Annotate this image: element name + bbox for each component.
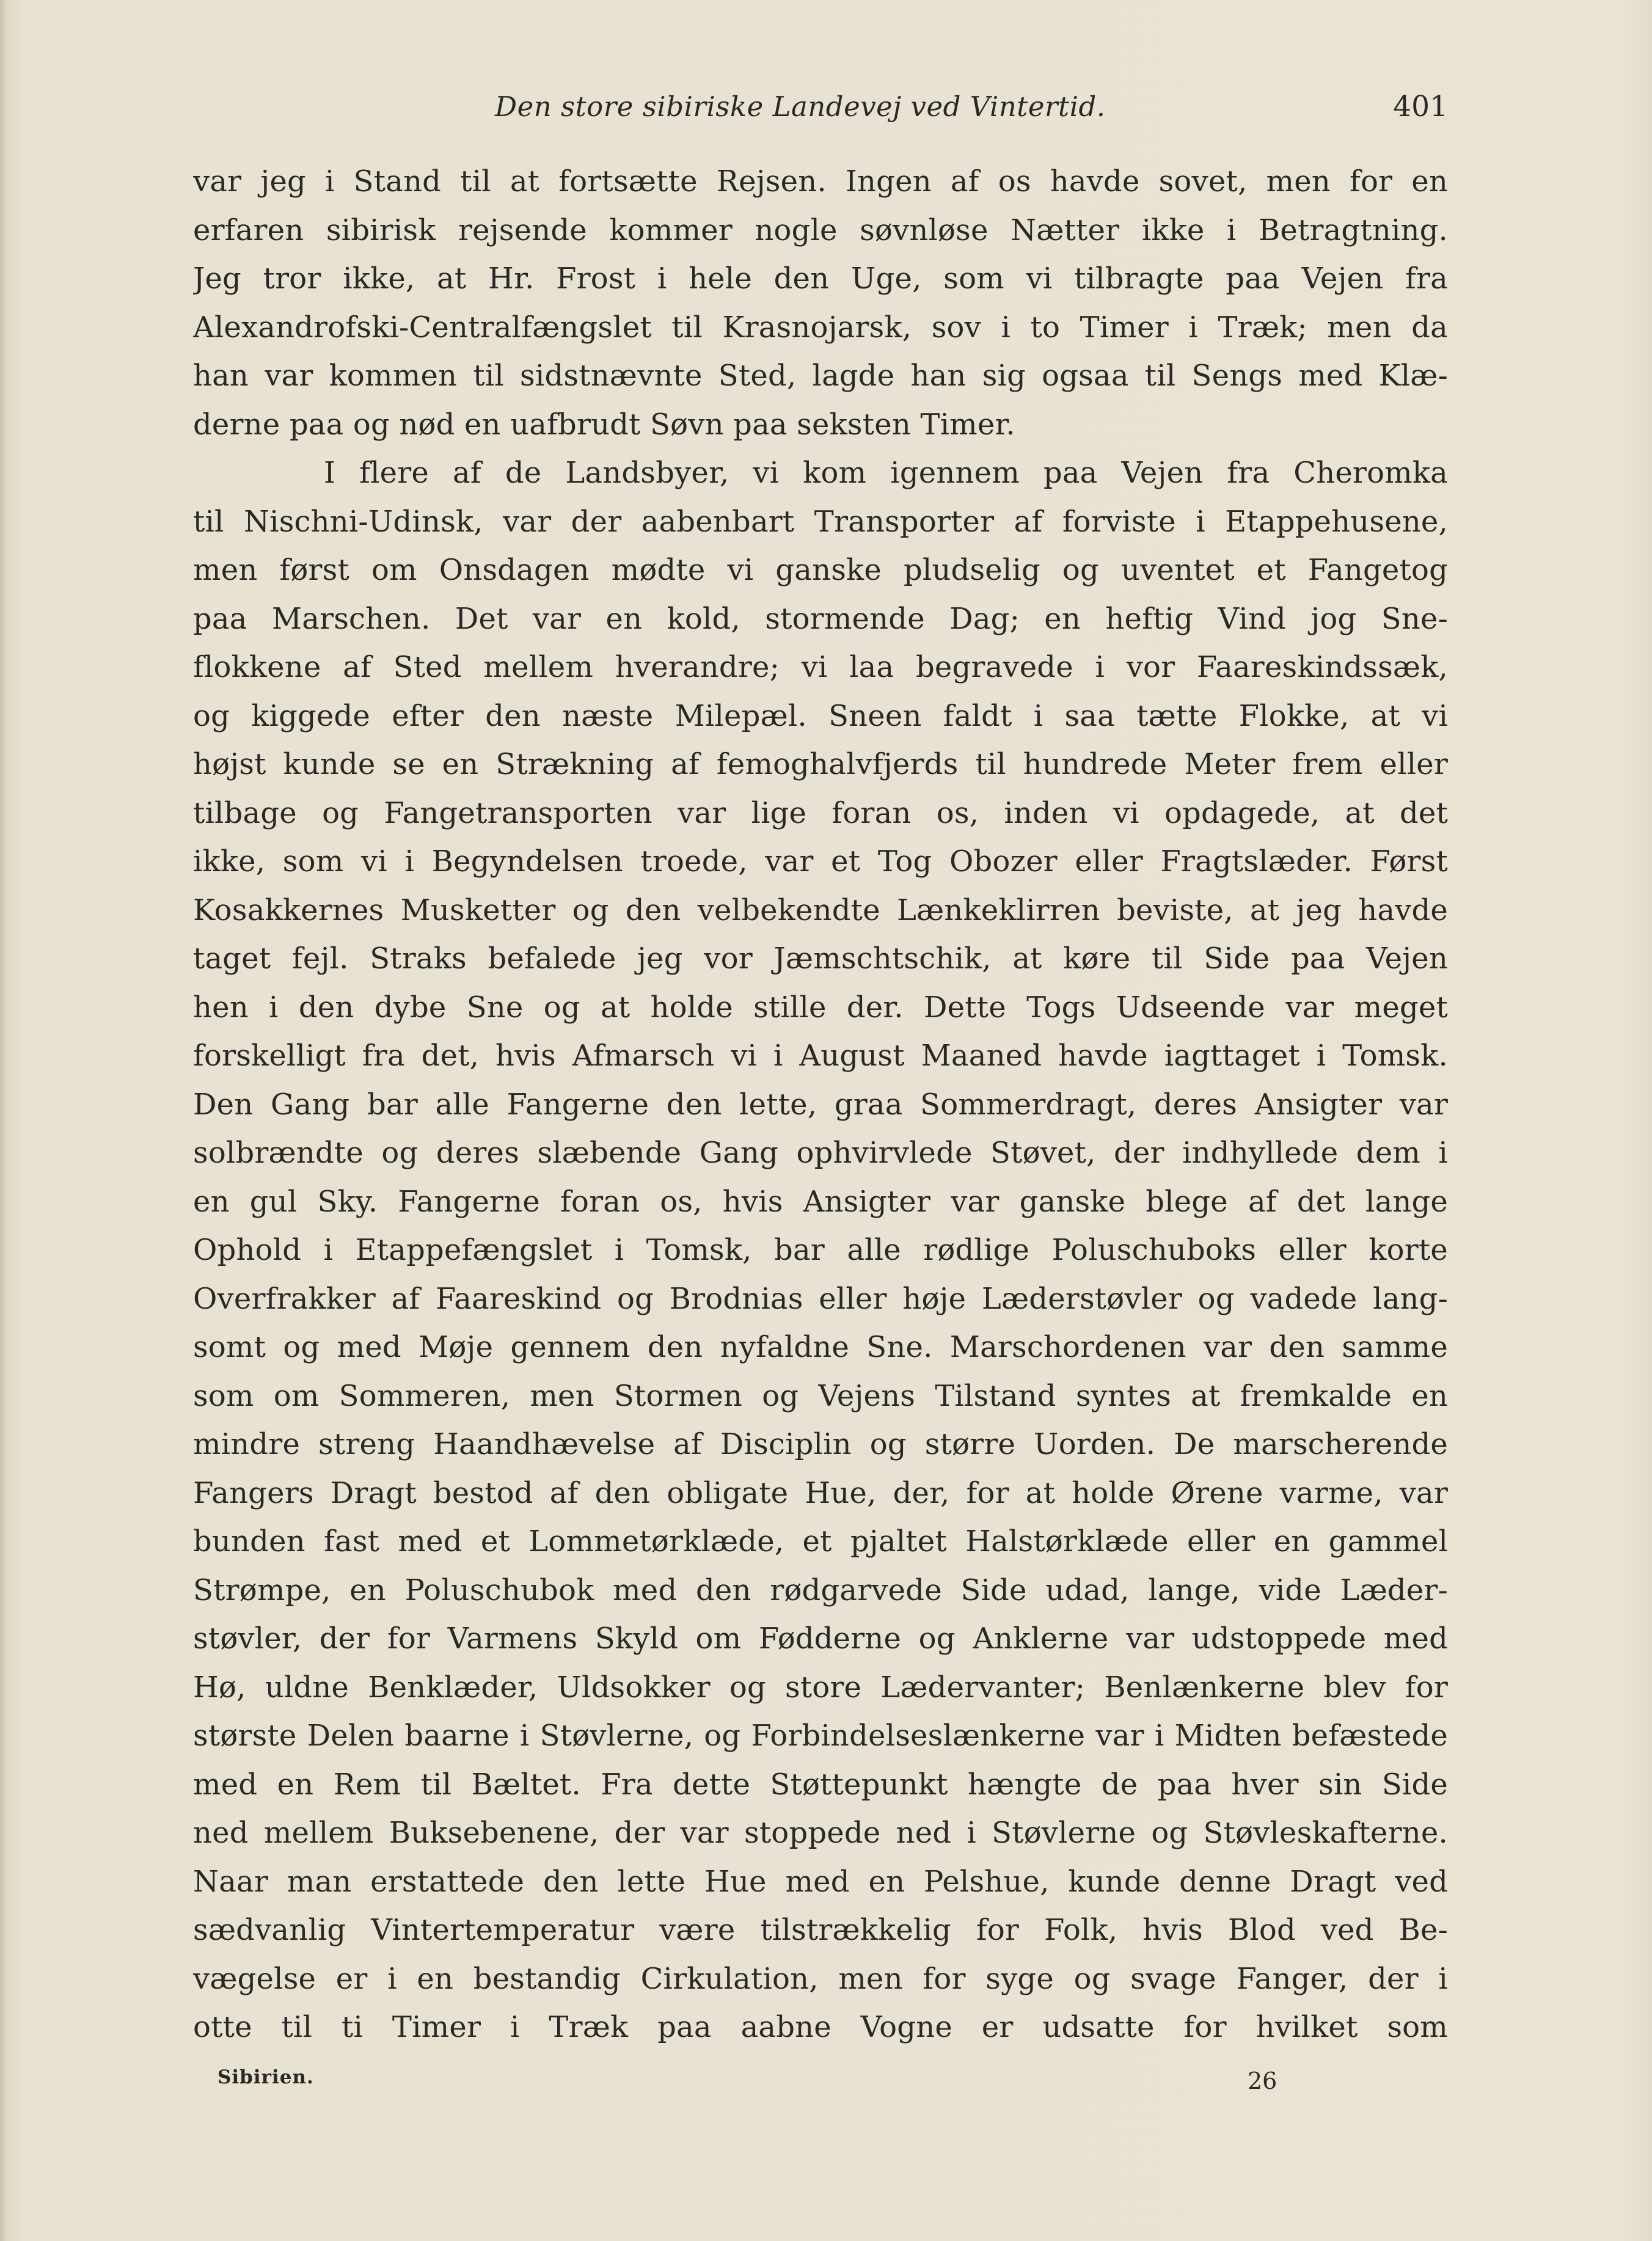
text-line: Fangers Dragt bestod af den obligate Hue, der, for at holde Ørene varme, var bbox=[193, 1475, 1448, 1510]
text-line: med en Rem til Bæltet. Fra dette Støttepunkt hængte de paa hver sin Side bbox=[193, 1767, 1448, 1802]
text-line: ikke, som vi i Begyndelsen troede, var et Tog Obozer eller Fragtslæder. Først bbox=[193, 844, 1448, 879]
signature-mark: Sibirien. bbox=[217, 2066, 314, 2088]
text-line: en gul Sky. Fangerne foran os, hvis Ansigter var ganske blege af det lange bbox=[193, 1184, 1448, 1219]
text-line: største Delen baarne i Støvlerne, og Forbindelseslænkerne var i Midten befæstede bbox=[193, 1719, 1448, 1753]
text-line: somt og med Møje gennem den nyfaldne Sne. Marschordenen var den samme bbox=[193, 1330, 1448, 1364]
text-line: som om Sommeren, men Stormen og Vejens Tilstand syntes at fremkalde en bbox=[193, 1378, 1448, 1413]
text-line: Alexandrofski-Centralfængslet til Krasnojarsk, sov i to Timer i Træk; men da bbox=[193, 310, 1448, 345]
text-line: hen i den dybe Sne og at holde stille der. Dette Togs Udseende var meget bbox=[193, 990, 1448, 1025]
text-line: ned mellem Buksebenene, der var stoppede ned i Støvlerne og Støvleskafterne. bbox=[193, 1816, 1448, 1850]
text-line: højst kunde se en Strækning af femoghalvfjerds til hundrede Meter frem eller bbox=[193, 747, 1448, 781]
text-line: Jeg tror ikke, at Hr. Frost i hele den Uge, som vi tilbragte paa Vejen fra bbox=[193, 261, 1448, 296]
body-text bbox=[193, 158, 1448, 2052]
running-header bbox=[193, 86, 1448, 128]
text-line: og kiggede efter den næste Milepæl. Sneen faldt i saa tætte Flokke, at vi bbox=[193, 698, 1448, 733]
text-line: erfaren sibirisk rejsende kommer nogle søvnløse Nætter ikke i Betragtning. bbox=[193, 213, 1448, 247]
page-number: 401 bbox=[1393, 90, 1448, 123]
text-line: tilbage og Fangetransporten var lige foran os, inden vi opdagede, at det bbox=[193, 795, 1448, 830]
text-line: taget fejl. Straks befalede jeg vor Jæmschtschik, at køre til Side paa Vejen bbox=[193, 941, 1448, 976]
text-line: sædvanlig Vintertemperatur være tilstrækkelig for Folk, hvis Blod ved Be- bbox=[193, 1913, 1448, 1947]
text-line: Hø, uldne Benklæder, Uldsokker og store Lædervanter; Benlænkerne blev for bbox=[193, 1670, 1448, 1705]
text-line: til Nischni-Udinsk, var der aabenbart Transporter af forviste i Etappehusene, bbox=[193, 504, 1448, 539]
text-line: bunden fast med et Lommetørklæde, et pjaltet Halstørklæde eller en gammel bbox=[193, 1524, 1448, 1559]
text-line: men først om Onsdagen mødte vi ganske pludselig og uventet et Fangetog bbox=[193, 553, 1448, 587]
binding-edge bbox=[0, 0, 7, 2241]
text-line: mindre streng Haandhævelse af Disciplin og større Uorden. De marscherende bbox=[193, 1427, 1448, 1461]
text-line-paragraph-end: derne paa og nød en uafbrudt Søvn paa seksten Timer. bbox=[193, 407, 1015, 442]
sheet-number: 26 bbox=[1248, 2067, 1277, 2094]
text-line: otte til ti Timer i Træk paa aabne Vogne er udsatte for hvilket som bbox=[193, 2010, 1448, 2044]
text-line: støvler, der for Varmens Skyld om Fødderne og Anklerne var udstoppede med bbox=[193, 1621, 1448, 1656]
text-line: solbrændte og deres slæbende Gang ophvirvlede Støvet, der indhyllede dem i bbox=[193, 1136, 1448, 1170]
text-line: Overfrakker af Faareskind og Brodnias eller høje Læderstøvler og vadede lang- bbox=[193, 1281, 1448, 1316]
text-line: paa Marschen. Det var en kold, stormende Dag; en heftig Vind jog Sne- bbox=[193, 601, 1448, 636]
text-line: forskelligt fra det, hvis Afmarsch vi i August Maaned havde iagttaget i Tomsk. bbox=[193, 1039, 1448, 1073]
text-line: flokkene af Sted mellem hverandre; vi laa begravede i vor Faareskindssæk, bbox=[193, 650, 1448, 684]
text-line: var jeg i Stand til at fortsætte Rejsen. Ingen af os havde sovet, men for en bbox=[193, 164, 1448, 199]
text-line: Naar man erstattede den lette Hue med en Pelshue, kunde denne Dragt ved bbox=[193, 1864, 1448, 1899]
text-line: Kosakkernes Musketter og den velbekendte Lænkeklirren beviste, at jeg havde bbox=[193, 893, 1448, 927]
page-footer bbox=[193, 2059, 1448, 2096]
text-line-paragraph-start: I flere af de Landsbyer, vi kom igennem paa Vejen fra Cheromka bbox=[324, 456, 1448, 490]
text-line: Strømpe, en Poluschubok med den rødgarvede Side udad, lange, vide Læder- bbox=[193, 1573, 1448, 1607]
text-line: vægelse er i en bestandig Cirkulation, men for syge og svage Fanger, der i bbox=[193, 1961, 1448, 1996]
text-line: han var kommen til sidstnævnte Sted, lagde han sig ogsaa til Sengs med Klæ- bbox=[193, 359, 1448, 393]
running-title: Den store sibiriske Landevej ved Vintertid. bbox=[495, 90, 1106, 123]
text-line: Ophold i Etappefængslet i Tomsk, bar alle rødlige Poluschuboks eller korte bbox=[193, 1233, 1448, 1267]
text-line: Den Gang bar alle Fangerne den lette, graa Sommerdragt, deres Ansigter var bbox=[193, 1087, 1448, 1122]
